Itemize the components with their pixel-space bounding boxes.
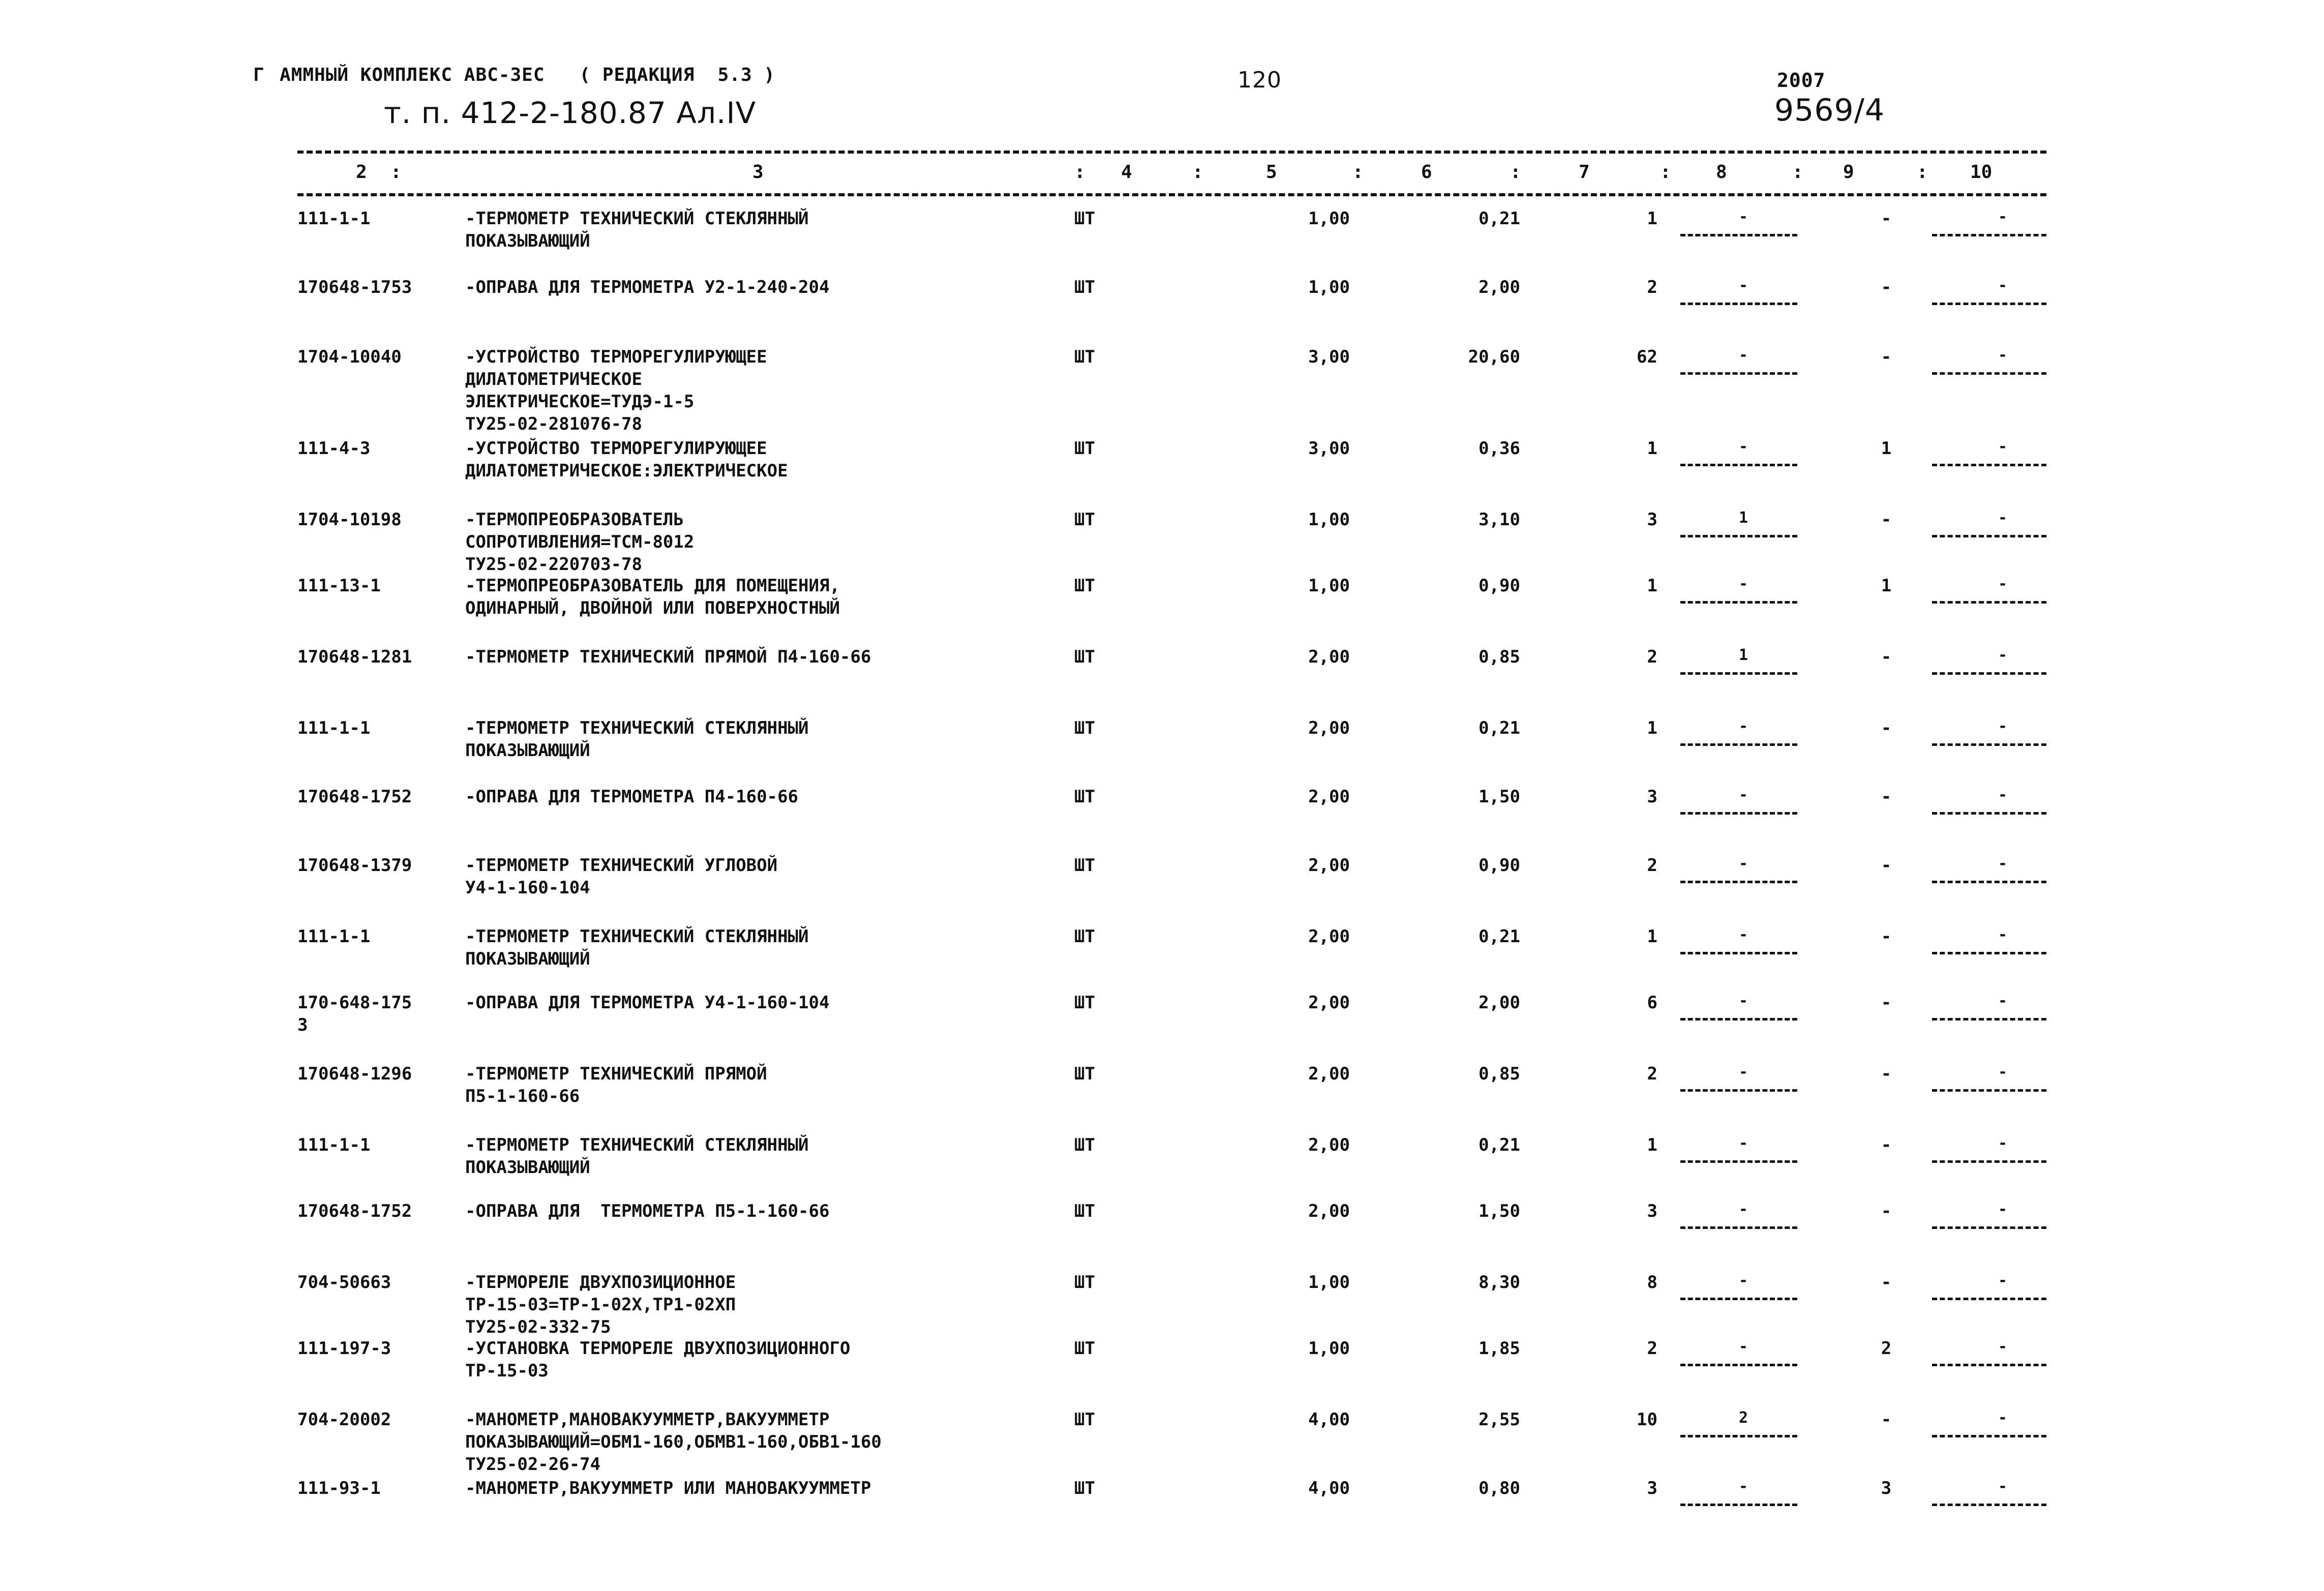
item-col10: - xyxy=(1998,208,2008,226)
item-quantity: 1,00 xyxy=(1308,509,1350,530)
item-col10: - xyxy=(1998,717,2008,735)
item-price: 0,90 xyxy=(1478,855,1520,876)
col10-underline xyxy=(1932,1226,2046,1229)
item-quantity: 2,00 xyxy=(1308,1201,1350,1221)
item-col8: - xyxy=(1739,1478,1748,1495)
item-col10: - xyxy=(1998,1478,2008,1495)
col10-underline xyxy=(1932,372,2046,375)
item-price: 0,85 xyxy=(1478,1064,1520,1084)
item-unit: ШТ xyxy=(1074,1338,1095,1359)
item-col9: - xyxy=(1881,1272,1892,1293)
item-name: -УСТРОЙСТВО ТЕРМОРЕГУЛИРУЮЩЕЕ ДИЛАТОМЕТРИЧЕСКОЕ:ЭЛЕКТРИЧЕСКОЕ xyxy=(465,438,788,481)
item-unit: ШТ xyxy=(1074,1478,1095,1498)
item-unit: ШТ xyxy=(1074,1272,1095,1293)
item-col7: 10 xyxy=(1637,1409,1657,1430)
item-col7: 62 xyxy=(1637,347,1657,367)
item-quantity: 2,00 xyxy=(1308,926,1350,947)
item-col7: 3 xyxy=(1647,787,1657,807)
col-header-sep: : xyxy=(1917,162,1928,183)
col10-underline xyxy=(1932,952,2046,954)
col-header-8: 8 xyxy=(1716,162,1727,183)
item-unit: ШТ xyxy=(1074,1409,1095,1430)
col10-underline xyxy=(1932,1298,2046,1300)
system-title: АММНЫЙ КОМПЛЕКС АВС-ЗЕС ( РЕДАКЦИЯ 5.3 ) xyxy=(280,65,775,85)
item-col8: - xyxy=(1739,346,1748,364)
item-price: 0,90 xyxy=(1478,576,1520,596)
item-price: 0,21 xyxy=(1478,718,1520,738)
col8-underline xyxy=(1680,1364,1797,1366)
item-code: 170648-1752 xyxy=(297,787,412,807)
item-col7: 1 xyxy=(1647,208,1657,229)
item-col7: 2 xyxy=(1647,1338,1657,1359)
col10-underline xyxy=(1932,812,2046,815)
col10-underline xyxy=(1932,535,2046,537)
item-col10: - xyxy=(1998,1338,2008,1356)
col-header-6: 6 xyxy=(1421,162,1432,183)
item-quantity: 1,00 xyxy=(1308,208,1350,229)
item-col7: 3 xyxy=(1647,1478,1657,1498)
col-header-5: 5 xyxy=(1266,162,1277,183)
item-col8: - xyxy=(1739,1063,1748,1081)
item-price: 1,85 xyxy=(1478,1338,1520,1359)
item-price: 0,21 xyxy=(1478,926,1520,947)
item-col10: - xyxy=(1998,1200,2008,1218)
col-header-sep: : xyxy=(1792,162,1803,183)
item-quantity: 1,00 xyxy=(1308,1272,1350,1293)
item-code: 111-4-3 xyxy=(297,438,371,459)
item-unit: ШТ xyxy=(1074,438,1095,459)
item-col7: 1 xyxy=(1647,438,1657,459)
item-col7: 2 xyxy=(1647,277,1657,297)
item-col9: - xyxy=(1881,347,1892,367)
item-col8: - xyxy=(1739,277,1748,294)
item-quantity: 2,00 xyxy=(1308,1135,1350,1155)
item-col10: - xyxy=(1998,926,2008,944)
col8-underline xyxy=(1680,952,1797,954)
item-code: 1704-10198 xyxy=(297,509,402,530)
item-name: -ТЕРМОПРЕОБРАЗОВАТЕЛЬ СОПРОТИВЛЕНИЯ=ТСМ-8012 ТУ25-02-220703-78 xyxy=(465,509,695,575)
item-col10: - xyxy=(1998,277,2008,294)
col-header-10: 10 xyxy=(1970,162,1993,183)
item-col8: - xyxy=(1739,717,1748,735)
item-name: -ТЕРМОМЕТР ТЕХНИЧЕСКИЙ СТЕКЛЯННЫЙ ПОКАЗЫВАЮЩИЙ xyxy=(465,208,809,251)
item-price: 2,55 xyxy=(1478,1409,1520,1430)
item-code: 704-50663 xyxy=(297,1272,391,1293)
item-col10: - xyxy=(1998,509,2008,527)
col-header-4: 4 xyxy=(1121,162,1132,183)
col8-underline xyxy=(1680,1160,1797,1163)
item-col9: - xyxy=(1881,647,1892,667)
col8-underline xyxy=(1680,672,1797,675)
item-col7: 3 xyxy=(1647,1201,1657,1221)
item-col9: - xyxy=(1881,1064,1892,1084)
item-price: 0,21 xyxy=(1478,208,1520,229)
item-name: -МАНОМЕТР,ВАКУУММЕТР ИЛИ МАНОВАКУУММЕТР xyxy=(465,1478,871,1498)
item-code: 170648-1281 xyxy=(297,647,412,667)
item-col9: - xyxy=(1881,1201,1892,1221)
col8-underline xyxy=(1680,812,1797,815)
col8-underline xyxy=(1680,743,1797,746)
item-price: 0,80 xyxy=(1478,1478,1520,1498)
col10-underline xyxy=(1932,1018,2046,1020)
item-col9: - xyxy=(1881,1135,1892,1155)
item-col9: 3 xyxy=(1881,1478,1892,1498)
item-col7: 6 xyxy=(1647,993,1657,1013)
item-code: 1704-10040 xyxy=(297,347,402,367)
col8-underline xyxy=(1680,1298,1797,1300)
item-col9: - xyxy=(1881,208,1892,229)
item-col7: 1 xyxy=(1647,1135,1657,1155)
item-col9: - xyxy=(1881,855,1892,876)
item-quantity: 2,00 xyxy=(1308,1064,1350,1084)
item-quantity: 4,00 xyxy=(1308,1409,1350,1430)
item-name: -ТЕРМОРЕЛЕ ДВУХПОЗИЦИОННОЕ ТР-15-03=ТР-1-02Х,ТР1-02ХП ТУ25-02-332-75 xyxy=(465,1272,736,1337)
item-col7: 1 xyxy=(1647,576,1657,596)
item-code: 170648-1379 xyxy=(297,855,412,876)
item-unit: ШТ xyxy=(1074,993,1095,1013)
item-col9: - xyxy=(1881,1409,1892,1430)
item-quantity: 2,00 xyxy=(1308,855,1350,876)
item-price: 1,50 xyxy=(1478,787,1520,807)
item-col9: 1 xyxy=(1881,576,1892,596)
item-code: 111-1-1 xyxy=(297,718,371,738)
item-col9: - xyxy=(1881,993,1892,1013)
item-col8: - xyxy=(1739,786,1748,804)
col10-underline xyxy=(1932,743,2046,746)
item-col8: - xyxy=(1739,1338,1748,1356)
item-quantity: 2,00 xyxy=(1308,993,1350,1013)
col8-underline xyxy=(1680,1018,1797,1020)
item-col8: 2 xyxy=(1739,1409,1748,1427)
item-quantity: 1,00 xyxy=(1308,1338,1350,1359)
item-name: -ТЕРМОМЕТР ТЕХНИЧЕСКИЙ ПРЯМОЙ П5-1-160-66 xyxy=(465,1064,767,1106)
col10-underline xyxy=(1932,303,2046,305)
item-price: 1,50 xyxy=(1478,1201,1520,1221)
col-header-sep: : xyxy=(1074,162,1085,183)
col10-underline xyxy=(1932,601,2046,604)
col10-underline xyxy=(1932,881,2046,883)
item-col9: - xyxy=(1881,926,1892,947)
page-number: 120 xyxy=(1238,67,1282,93)
col8-underline xyxy=(1680,1435,1797,1437)
item-price: 2,00 xyxy=(1478,993,1520,1013)
year-code: 2007 xyxy=(1777,69,1826,92)
col8-underline xyxy=(1680,1226,1797,1229)
item-name: -ТЕРМОМЕТР ТЕХНИЧЕСКИЙ СТЕКЛЯННЫЙ ПОКАЗЫВАЮЩИЙ xyxy=(465,1135,809,1178)
item-quantity: 3,00 xyxy=(1308,438,1350,459)
item-unit: ШТ xyxy=(1074,1064,1095,1084)
item-col8: - xyxy=(1739,1134,1748,1152)
item-code: 170-648-175 3 xyxy=(297,993,412,1035)
item-unit: ШТ xyxy=(1074,1135,1095,1155)
item-col10: - xyxy=(1998,438,2008,456)
item-col8: 1 xyxy=(1739,646,1748,664)
item-quantity: 2,00 xyxy=(1308,718,1350,738)
item-col10: - xyxy=(1998,346,2008,364)
item-col8: - xyxy=(1739,438,1748,456)
col8-underline xyxy=(1680,601,1797,604)
col10-underline xyxy=(1932,672,2046,675)
item-code: 111-93-1 xyxy=(297,1478,381,1498)
item-code: 111-1-1 xyxy=(297,208,371,229)
col-header-sep: : xyxy=(1352,162,1364,183)
item-price: 20,60 xyxy=(1468,347,1520,367)
item-col9: 2 xyxy=(1881,1338,1892,1359)
item-name: -ТЕРМОМЕТР ТЕХНИЧЕСКИЙ УГЛОВОЙ У4-1-160-104 xyxy=(465,855,778,898)
item-code: 170648-1752 xyxy=(297,1201,412,1221)
col8-underline xyxy=(1680,303,1797,305)
item-col8: - xyxy=(1739,575,1748,593)
col-header-7: 7 xyxy=(1579,162,1590,183)
item-quantity: 2,00 xyxy=(1308,647,1350,667)
col10-underline xyxy=(1932,234,2046,236)
item-unit: ШТ xyxy=(1074,1201,1095,1221)
item-name: -УСТАНОВКА ТЕРМОРЕЛЕ ДВУХПОЗИЦИОННОГО ТР-15-03 xyxy=(465,1338,851,1381)
item-unit: ШТ xyxy=(1074,855,1095,876)
col-header-3: 3 xyxy=(752,162,764,183)
item-price: 0,36 xyxy=(1478,438,1520,459)
item-unit: ШТ xyxy=(1074,208,1095,229)
item-unit: ШТ xyxy=(1074,926,1095,947)
item-price: 8,30 xyxy=(1478,1272,1520,1293)
col-header-sep: : xyxy=(390,162,402,183)
col10-underline xyxy=(1932,1364,2046,1366)
item-price: 2,00 xyxy=(1478,277,1520,297)
item-name: -ОПРАВА ДЛЯ ТЕРМОМЕТРА У4-1-160-104 xyxy=(465,993,830,1013)
item-unit: ШТ xyxy=(1074,647,1095,667)
item-name: -УСТРОЙСТВО ТЕРМОРЕГУЛИРУЮЩЕЕ ДИЛАТОМЕТРИЧЕСКОЕ ЭЛЕКТРИЧЕСКОЕ=ТУДЭ-1-5 ТУ25-02-281076-78 xyxy=(465,347,767,434)
header-divider-bottom xyxy=(297,193,2046,196)
col8-underline xyxy=(1680,881,1797,883)
col-header-sep: : xyxy=(1192,162,1203,183)
col8-underline xyxy=(1680,372,1797,375)
col-header-9: 9 xyxy=(1843,162,1854,183)
item-name: -ОПРАВА ДЛЯ ТЕРМОМЕТРА П5-1-160-66 xyxy=(465,1201,830,1221)
item-col9: 1 xyxy=(1881,438,1892,459)
item-col7: 2 xyxy=(1647,855,1657,876)
col-header-2: 2 xyxy=(356,162,367,183)
inventory-number: 9569/4 xyxy=(1774,93,1885,128)
header-divider-top xyxy=(297,151,2046,154)
item-unit: ШТ xyxy=(1074,277,1095,297)
item-col10: - xyxy=(1998,855,2008,873)
item-col10: - xyxy=(1998,646,2008,664)
item-col9: - xyxy=(1881,787,1892,807)
item-code: 170648-1753 xyxy=(297,277,412,297)
col10-underline xyxy=(1932,464,2046,466)
item-code: 111-197-3 xyxy=(297,1338,391,1359)
item-code: 170648-1296 xyxy=(297,1064,412,1084)
item-price: 0,21 xyxy=(1478,1135,1520,1155)
item-name: -ТЕРМОМЕТР ТЕХНИЧЕСКИЙ СТЕКЛЯННЫЙ ПОКАЗЫВАЮЩИЙ xyxy=(465,718,809,761)
item-col8: - xyxy=(1739,992,1748,1010)
item-col8: - xyxy=(1739,1272,1748,1289)
item-col8: - xyxy=(1739,1200,1748,1218)
col-header-sep: : xyxy=(1510,162,1521,183)
item-col8: - xyxy=(1739,926,1748,944)
item-col7: 2 xyxy=(1647,1064,1657,1084)
item-price: 0,85 xyxy=(1478,647,1520,667)
project-reference: т. п. 412-2-180.87 Ал.IV xyxy=(384,96,757,130)
item-unit: ШТ xyxy=(1074,347,1095,367)
item-col8: 1 xyxy=(1739,509,1748,527)
item-col7: 1 xyxy=(1647,926,1657,947)
item-col9: - xyxy=(1881,718,1892,738)
item-quantity: 3,00 xyxy=(1308,347,1350,367)
col8-underline xyxy=(1680,1089,1797,1092)
item-quantity: 2,00 xyxy=(1308,787,1350,807)
col8-underline xyxy=(1680,535,1797,537)
col8-underline xyxy=(1680,234,1797,236)
col8-underline xyxy=(1680,1504,1797,1506)
item-name: -ОПРАВА ДЛЯ ТЕРМОМЕТРА П4-160-66 xyxy=(465,787,799,807)
item-name: -МАНОМЕТР,МАНОВАКУУММЕТР,ВАКУУММЕТР ПОКАЗЫВАЮЩИЙ=ОБМ1-160,ОБМВ1-160,ОБВ1-160 ТУ25-02-26-74 xyxy=(465,1409,882,1475)
item-unit: ШТ xyxy=(1074,509,1095,530)
col10-underline xyxy=(1932,1160,2046,1163)
item-code: 704-20002 xyxy=(297,1409,391,1430)
item-name: -ТЕРМОПРЕОБРАЗОВАТЕЛЬ ДЛЯ ПОМЕЩЕНИЯ, ОДИНАРНЫЙ, ДВОЙНОЙ ИЛИ ПОВЕРХНОСТНЫЙ xyxy=(465,576,840,618)
item-col10: - xyxy=(1998,786,2008,804)
col-header-sep: : xyxy=(1660,162,1671,183)
item-code: 111-1-1 xyxy=(297,1135,371,1155)
item-col10: - xyxy=(1998,992,2008,1010)
item-col7: 3 xyxy=(1647,509,1657,530)
item-col8: - xyxy=(1739,855,1748,873)
item-quantity: 1,00 xyxy=(1308,277,1350,297)
col10-underline xyxy=(1932,1504,2046,1506)
item-col10: - xyxy=(1998,1272,2008,1289)
system-title-lead: Г xyxy=(253,65,265,85)
item-quantity: 4,00 xyxy=(1308,1478,1350,1498)
item-col9: - xyxy=(1881,277,1892,297)
item-unit: ШТ xyxy=(1074,576,1095,596)
item-col10: - xyxy=(1998,1063,2008,1081)
item-col7: 1 xyxy=(1647,718,1657,738)
col10-underline xyxy=(1932,1435,2046,1437)
item-col10: - xyxy=(1998,575,2008,593)
item-col10: - xyxy=(1998,1134,2008,1152)
item-code: 111-13-1 xyxy=(297,576,381,596)
item-col7: 2 xyxy=(1647,647,1657,667)
item-col9: - xyxy=(1881,509,1892,530)
item-col10: - xyxy=(1998,1409,2008,1427)
item-col8: - xyxy=(1739,208,1748,226)
item-code: 111-1-1 xyxy=(297,926,371,947)
col8-underline xyxy=(1680,464,1797,466)
item-unit: ШТ xyxy=(1074,718,1095,738)
col10-underline xyxy=(1932,1089,2046,1092)
item-name: -ОПРАВА ДЛЯ ТЕРМОМЕТРА У2-1-240-204 xyxy=(465,277,830,297)
item-col7: 8 xyxy=(1647,1272,1657,1293)
item-price: 3,10 xyxy=(1478,509,1520,530)
item-unit: ШТ xyxy=(1074,787,1095,807)
item-name: -ТЕРМОМЕТР ТЕХНИЧЕСКИЙ СТЕКЛЯННЫЙ ПОКАЗЫВАЮЩИЙ xyxy=(465,926,809,969)
item-name: -ТЕРМОМЕТР ТЕХНИЧЕСКИЙ ПРЯМОЙ П4-160-66 xyxy=(465,647,871,667)
item-quantity: 1,00 xyxy=(1308,576,1350,596)
